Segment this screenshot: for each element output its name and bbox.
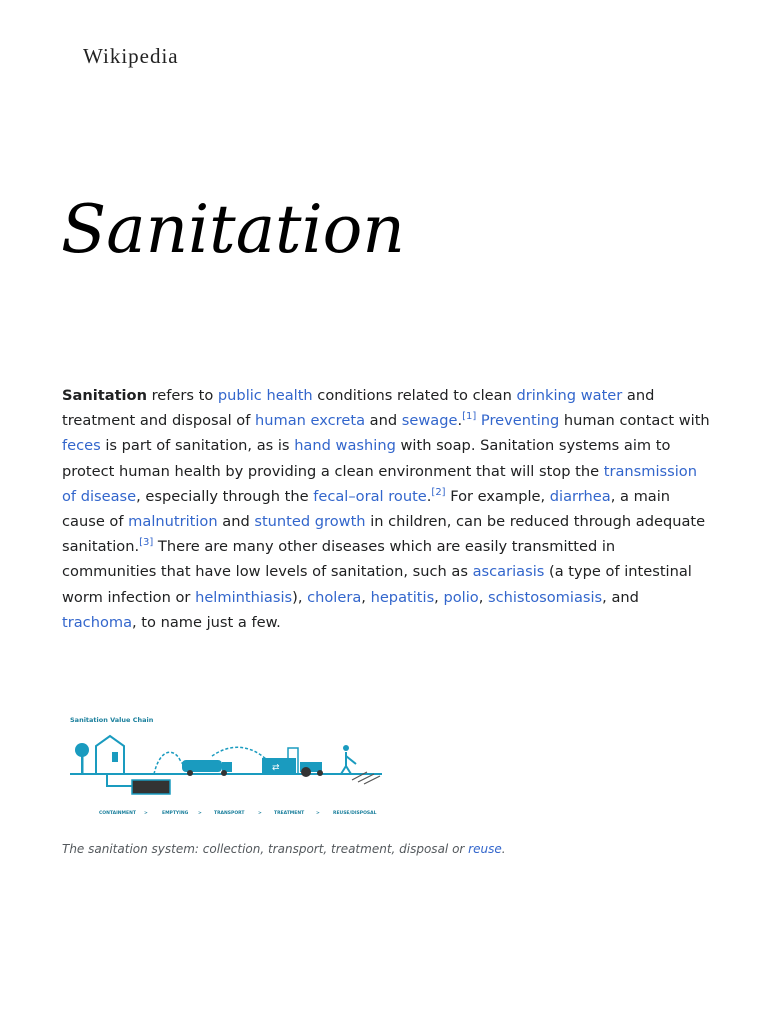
lead-text: and — [217, 513, 255, 531]
lead-text: with soap. Sanitation systems aim to protect human health by providing a clean environment that will stop the — [62, 437, 671, 480]
link-fecal-oral-route[interactable]: fecal–oral route — [313, 487, 427, 505]
lead-text: refers to — [146, 387, 218, 404]
lead-text: (a type of intestinal worm infection or — [62, 563, 692, 606]
link-transmission-of-disease[interactable]: transmission of disease — [62, 462, 697, 505]
tree-icon — [75, 743, 89, 774]
step-arrow: > — [144, 811, 148, 816]
citation-link[interactable]: [1] — [462, 411, 477, 423]
step-reuse-disposal: REUSE/DISPOSAL — [333, 811, 377, 816]
caption-end: . — [501, 842, 506, 856]
link-malnutrition[interactable]: malnutrition — [128, 513, 218, 531]
caption-text: The sanitation system: collection, transport, treatment, disposal or — [62, 842, 469, 856]
citation-superscript — [462, 411, 476, 422]
lead-text: For example, — [445, 487, 550, 505]
figure-title: Sanitation Value Chain — [70, 716, 154, 724]
lead-text: , especially through the — [136, 487, 314, 505]
lead-text: There are many other diseases which are easily transmitted in communities that have low levels of sanitation, such as — [62, 538, 616, 581]
citation-link[interactable]: [3] — [139, 537, 154, 549]
link-preventing[interactable]: Preventing — [480, 412, 560, 430]
lead-text: , and — [602, 588, 639, 606]
lead-text: conditions related to clean — [312, 387, 517, 404]
page-title: Sanitation — [61, 191, 405, 268]
step-arrow: > — [198, 811, 202, 816]
bold-term: Sanitation — [62, 387, 147, 404]
containment-tank-icon — [132, 780, 170, 794]
link-public-health[interactable]: public health — [217, 387, 313, 404]
link-schistosomiasis[interactable]: schistosomiasis — [487, 588, 603, 606]
link-cholera[interactable]: cholera — [307, 588, 362, 606]
link-stunted-growth[interactable]: stunted growth — [254, 513, 366, 531]
lead-text: , a main cause of — [62, 487, 671, 531]
svg-text:⇄: ⇄ — [272, 763, 280, 773]
lead-text: is part of sanitation, as is — [100, 437, 295, 455]
caption-link-reuse[interactable]: reuse — [468, 842, 502, 856]
step-treatment: TREATMENT — [274, 811, 305, 816]
link-ascariasis[interactable]: ascariasis — [472, 563, 545, 581]
wikipedia-wordmark[interactable]: Wikipedia — [83, 44, 179, 68]
step-emptying: EMPTYING — [162, 811, 189, 816]
citation-superscript — [139, 537, 153, 548]
lead-text: and treatment and disposal of — [62, 387, 655, 430]
link-sewage[interactable]: sewage — [401, 412, 458, 430]
citation-link[interactable]: [2] — [431, 486, 446, 498]
step-transport: TRANSPORT — [214, 811, 245, 816]
farmer-icon — [341, 745, 356, 774]
link-helminthiasis[interactable]: helminthiasis — [195, 588, 293, 606]
link-human-excreta[interactable]: human excreta — [255, 412, 366, 430]
treatment-plant-icon — [262, 748, 298, 774]
lead-text: ), — [292, 588, 308, 606]
lead-text: , — [434, 588, 444, 606]
step-arrow: > — [316, 811, 320, 816]
link-polio[interactable]: polio — [443, 588, 479, 606]
link-diarrhea[interactable]: diarrhea — [549, 487, 611, 505]
lead-text: . — [426, 487, 432, 505]
link-hepatitis[interactable]: hepatitis — [370, 588, 435, 606]
house-icon — [96, 736, 124, 774]
lead-paragraph — [62, 383, 712, 635]
step-arrow: > — [258, 811, 262, 816]
sanitation-value-chain-figure[interactable] — [62, 708, 392, 823]
citation-superscript — [431, 487, 445, 498]
link-trachoma[interactable]: trachoma — [62, 613, 133, 631]
figure-caption — [62, 842, 506, 856]
link-drinking-water[interactable]: drinking water — [516, 387, 623, 404]
link-hand-washing[interactable]: hand washing — [294, 437, 396, 455]
lead-text: and — [365, 412, 402, 430]
lead-text: , to name just a few. — [132, 613, 281, 631]
lead-text: human contact with — [559, 412, 710, 430]
lead-text: . — [457, 412, 463, 430]
lead-text: , — [478, 588, 488, 606]
step-containment: CONTAINMENT — [99, 811, 136, 816]
link-feces[interactable]: feces — [62, 437, 101, 455]
lead-text: , — [361, 588, 371, 606]
lead-text: in children, can be reduced through adequate sanitation. — [62, 513, 706, 556]
